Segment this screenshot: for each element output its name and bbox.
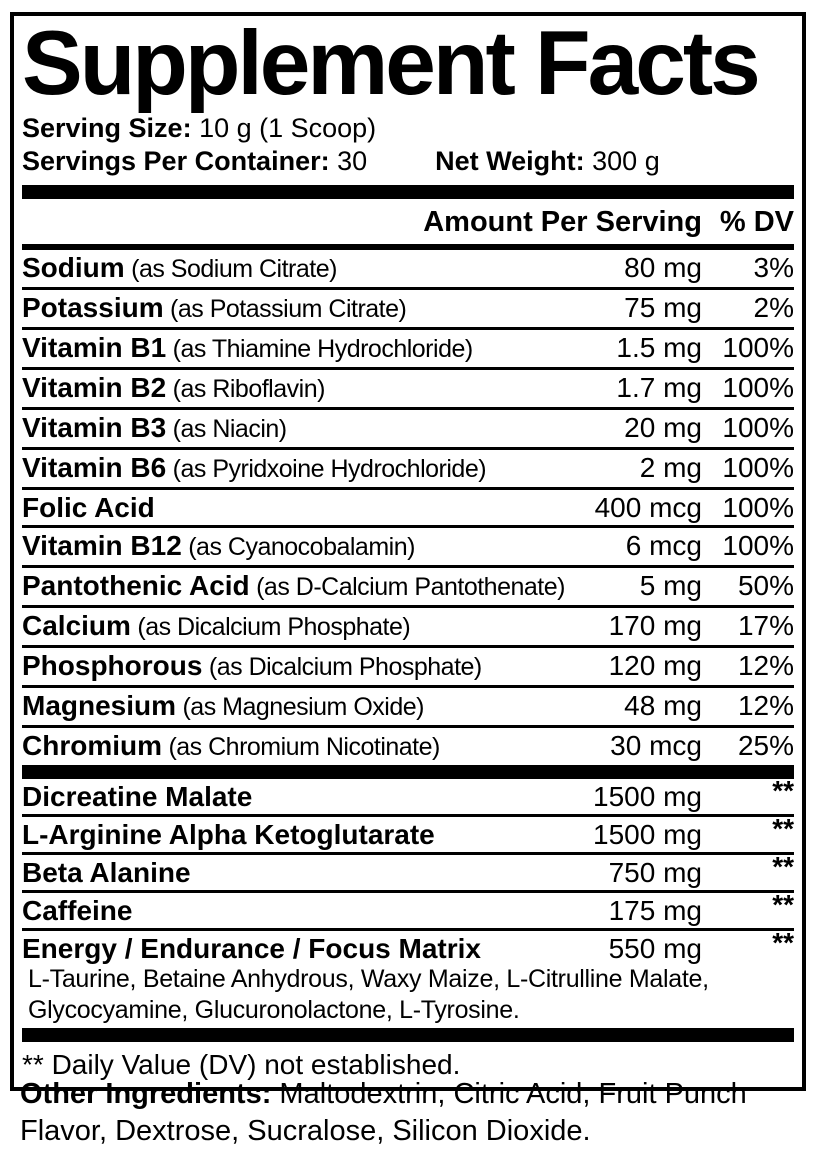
ingredient-source-detail: (as Magnesium Oxide) [176, 693, 424, 721]
daily-value: 3% [753, 252, 794, 283]
amount-per-serving: 1500 mg [593, 781, 702, 812]
servings-per-container-label: Servings Per Container: [22, 146, 330, 176]
amount-per-serving: 550 mg [608, 933, 702, 964]
daily-value: 17% [737, 610, 794, 641]
ingredient-name [22, 933, 609, 964]
ingredient-name-bold: Vitamin B2 [22, 372, 167, 403]
daily-value [702, 889, 794, 926]
servings-per-container-value: 30 [329, 146, 368, 176]
daily-value: 100% [722, 332, 794, 363]
divider-bar-thick [22, 1028, 794, 1042]
daily-value: 100% [722, 530, 794, 561]
daily-value [702, 927, 794, 964]
ingredient-name-bold: Chromium [22, 730, 162, 761]
amount-per-serving: 750 mg [608, 857, 702, 888]
daily-value: 100% [722, 452, 794, 483]
daily-value: 100% [722, 412, 794, 443]
ingredient-name-bold: Sodium [22, 252, 125, 283]
ingredient-name-bold: Phosphorous [22, 650, 203, 681]
ingredient-source-detail: (as Thiamine Hydrochloride) [166, 335, 473, 363]
ingredient-name-bold: Potassium [22, 292, 164, 323]
dv-not-established-mark: ** [772, 775, 794, 806]
divider-bar-thick [22, 185, 794, 199]
daily-value: 100% [722, 372, 794, 403]
ingredient-name-bold: Vitamin B12 [22, 530, 182, 561]
ingredient-source-detail: (as D-Calcium Pantothenate) [249, 573, 565, 601]
ingredient-name-bold: Vitamin B3 [22, 412, 167, 443]
ingredient-name [22, 530, 626, 563]
table-row [22, 688, 794, 728]
amount-per-serving: 1.7 mg [616, 372, 702, 403]
daily-value: 2% [753, 292, 794, 323]
ingredient-name [22, 292, 624, 325]
amount-per-serving: 80 mg [624, 252, 702, 283]
ingredient-source-detail: (as Cyanocobalamin) [181, 533, 415, 561]
table-row-main [22, 412, 794, 445]
table-row [22, 290, 794, 330]
ingredient-name [22, 610, 609, 643]
daily-value [702, 851, 794, 888]
dv-not-established-mark: ** [772, 813, 794, 844]
table-row-main [22, 372, 794, 405]
other-ingredients-value: Maltodextrin, Citric Acid, Fruit Punch Flavor, Dextrose, Sucralose, Silicon Dioxide. [20, 1078, 747, 1147]
table-row-main [22, 650, 794, 683]
table-row-main [22, 252, 794, 285]
ingredient-name-bold: Vitamin B6 [22, 452, 167, 483]
daily-value: 25% [737, 730, 794, 761]
ingredient-name [22, 819, 593, 850]
ingredient-source-detail: (as Riboflavin) [166, 375, 325, 403]
ingredient-name [22, 252, 624, 285]
ingredient-name [22, 452, 640, 485]
table-row-main [22, 690, 794, 723]
ingredient-name-bold: Vitamin B1 [22, 332, 167, 363]
ingredient-name [22, 372, 616, 405]
amount-per-serving: 120 mg [608, 650, 702, 681]
dv-not-established-mark: ** [772, 851, 794, 882]
serving-size-value: 10 g (1 Scoop) [191, 113, 377, 143]
table-row-main [22, 851, 794, 888]
matrix-components-line: L-Taurine, Betaine Anhydrous, Waxy Maize, L-Citrulline Malate, [28, 965, 709, 993]
net-weight [435, 145, 660, 178]
table-row [22, 330, 794, 370]
table-row-main [22, 610, 794, 643]
table-header-row [22, 199, 794, 244]
table-row [22, 528, 794, 568]
ingredient-name [22, 332, 616, 365]
serving-size-label: Serving Size: [22, 113, 192, 143]
net-weight-label: Net Weight: [435, 146, 585, 176]
performance-section [22, 775, 794, 1028]
table-row [22, 927, 794, 1028]
table-row-main [22, 813, 794, 850]
ingredient-name-bold: Calcium [22, 610, 131, 641]
ingredient-name [22, 730, 610, 763]
table-row [22, 370, 794, 410]
percent-dv-header: % DV [719, 206, 794, 238]
ingredient-name [22, 690, 624, 723]
nutrients-section [22, 250, 794, 765]
divider-bar-thick [22, 765, 794, 779]
ingredient-name [22, 895, 609, 926]
daily-value: 12% [737, 650, 794, 681]
ingredient-name-bold: Caffeine [22, 895, 133, 926]
amount-per-serving: 75 mg [624, 292, 702, 323]
table-row [22, 813, 794, 855]
amount-per-serving: 5 mg [639, 570, 702, 601]
daily-value: 100% [722, 492, 794, 523]
amount-per-serving-header: Amount Per Serving [423, 206, 702, 238]
ingredient-name-bold: Folic Acid [22, 492, 155, 523]
table-row [22, 490, 794, 528]
table-row-main [22, 332, 794, 365]
amount-per-serving: 2 mg [639, 452, 702, 483]
table-row-main [22, 570, 794, 603]
table-row [22, 608, 794, 648]
dv-not-established-mark: ** [772, 927, 794, 958]
ingredient-source-detail: (as Pyridxoine Hydrochloride) [166, 455, 487, 483]
table-row-main [22, 730, 794, 763]
amount-per-serving: 400 mcg [594, 492, 702, 523]
ingredient-name [22, 857, 609, 888]
table-row [22, 851, 794, 893]
ingredient-source-detail: (as Sodium Citrate) [124, 255, 337, 283]
amount-per-serving: 1500 mg [593, 819, 702, 850]
amount-per-serving: 1.5 mg [616, 332, 702, 363]
ingredient-name-bold: L-Arginine Alpha Ketoglutarate [22, 819, 435, 850]
ingredient-source-detail: (as Dicalcium Phosphate) [202, 653, 482, 681]
ingredient-name [22, 570, 640, 603]
daily-value [702, 775, 794, 812]
daily-value: 12% [737, 690, 794, 721]
amount-per-serving: 48 mg [624, 690, 702, 721]
daily-value: 50% [737, 570, 794, 601]
dv-not-established-mark: ** [772, 889, 794, 920]
other-ingredients-label: Other Ingredients: [20, 1078, 272, 1110]
matrix-components-line: Glycocyamine, Glucuronolactone, L-Tyrosine. [28, 996, 520, 1024]
servings-net-weight-line [22, 145, 794, 178]
servings-per-container [22, 145, 367, 178]
amount-per-serving: 30 mcg [610, 730, 702, 761]
ingredient-name-bold: Dicreatine Malate [22, 781, 253, 812]
table-row-main [22, 889, 794, 926]
table-row [22, 648, 794, 688]
amount-per-serving: 20 mg [624, 412, 702, 443]
table-row-main [22, 492, 794, 523]
table-row [22, 450, 794, 490]
ingredient-name [22, 781, 593, 812]
ingredient-name-bold: Energy / Endurance / Focus Matrix [22, 933, 482, 964]
ingredient-name [22, 650, 609, 683]
panel-title: Supplement Facts [22, 13, 758, 114]
ingredient-source-detail: (as Niacin) [166, 415, 287, 443]
table-row [22, 250, 794, 290]
amount-per-serving: 6 mcg [625, 530, 702, 561]
amount-per-serving: 175 mg [608, 895, 702, 926]
ingredient-source-detail: (as Dicalcium Phosphate) [130, 613, 411, 641]
ingredient-source-detail: (as Chromium Nicotinate) [162, 733, 440, 761]
table-row [22, 410, 794, 450]
ingredient-name-bold: Beta Alanine [22, 857, 191, 888]
amount-per-serving: 170 mg [608, 610, 702, 641]
table-row-main [22, 452, 794, 485]
ingredient-name [22, 492, 595, 523]
table-row [22, 889, 794, 931]
table-row-main [22, 530, 794, 563]
serving-size-line [22, 112, 794, 145]
ingredient-source-detail: (as Potassium Citrate) [163, 295, 407, 323]
table-row [22, 728, 794, 765]
ingredient-name [22, 412, 624, 445]
net-weight-value: 300 g [584, 146, 660, 176]
daily-value [702, 813, 794, 850]
ingredient-name-bold: Pantothenic Acid [22, 570, 250, 601]
table-row-main [22, 292, 794, 325]
table-row-main [22, 775, 794, 812]
daily-value-footnote: ** Daily Value (DV) not established. [22, 1049, 461, 1080]
ingredient-name-bold: Magnesium [22, 690, 177, 721]
table-row [22, 775, 794, 817]
table-row [22, 568, 794, 608]
table-row-main [22, 927, 794, 964]
other-ingredients [20, 1076, 782, 1150]
supplement-facts-panel [10, 12, 806, 1091]
